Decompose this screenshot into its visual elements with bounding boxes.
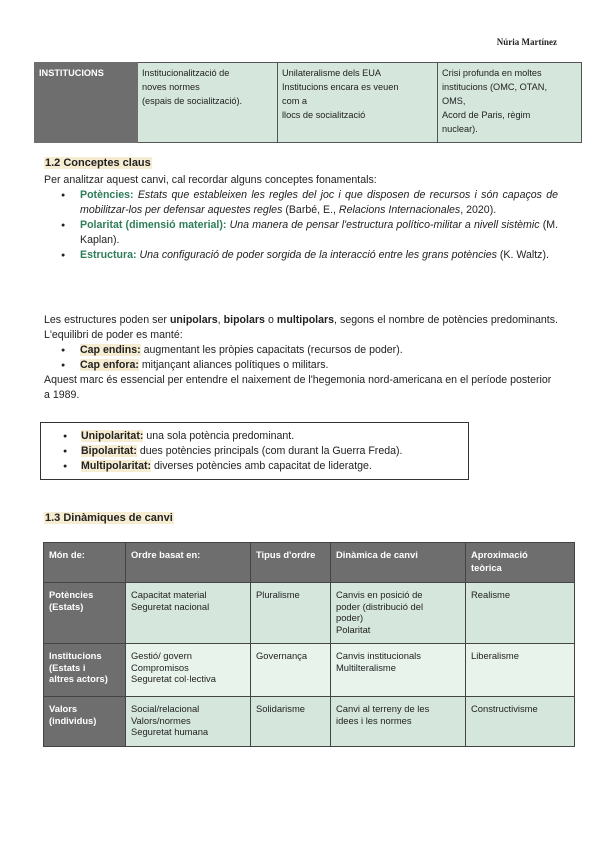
- list-item: ● Estructura: Una configuració de poder sorgida de la interacció entre les grans potències (K. Waltz).: [44, 248, 558, 263]
- list-item: ● Cap endins: augmentant les pròpies capacitats (recursos de poder).: [44, 343, 558, 358]
- table-cell: Canvi al terreny de les idees i les normes: [331, 697, 466, 747]
- table-row: [44, 644, 575, 697]
- table-cell: Solidarisme: [251, 697, 331, 747]
- list-item: ● Cap enfora: mitjançant aliances polítiques o militars.: [44, 358, 558, 373]
- table-row: [44, 697, 575, 747]
- table-cell: Realisme: [466, 583, 575, 644]
- list-item: ● Polaritat (dimensió material): Una manera de pensar l'estructura político-militar a nivell sistèmic (M. Kaplan).: [44, 218, 558, 248]
- table-row: [44, 583, 575, 644]
- table-cell: Gestió/ govern Compromisos Seguretat col·lectiva: [126, 644, 251, 697]
- closing-text: Aquest marc és essencial per entendre el naixement de l'hegemonia nord-americana en el període posterior a 1989.: [44, 374, 552, 401]
- intro-text: Per analitzar aquest canvi, cal recordar alguns conceptes fonamentals:: [44, 174, 377, 186]
- table-cell: Liberalisme: [466, 644, 575, 697]
- column-header: Aproximació teòrica: [466, 543, 575, 583]
- row-header: Institucions (Estats i altres actors): [44, 644, 126, 697]
- section-heading: 1.3 Dinàmiques de canvi: [45, 512, 173, 524]
- list-item: ● Multipolaritat: diverses potències amb capacitat de lideratge.: [41, 459, 468, 474]
- row-header: Potències (Estats): [44, 583, 126, 644]
- list-item: ● Potències: Estats que estableixen les regles del joc i que disposen de recursos i són capaços de mobilitzar-los per defensar aquestes regles (Barbé, E., Relacions Internacionales, 2020).: [44, 188, 558, 218]
- row-header: Valors (individus): [44, 697, 126, 747]
- structures-text: Les estructures poden ser unipolars, bipolars o multipolars, segons el nombre de potències predominants. L'equilibri de poder es manté:: [44, 314, 558, 341]
- column-header: Ordre basat en:: [126, 543, 251, 583]
- table-cell: Unilateralisme dels EUA Institucions encara es veuen com a llocs de socialització: [278, 63, 438, 143]
- row-label: INSTITUCIONS: [35, 63, 138, 143]
- polarity-list: [41, 429, 468, 474]
- balance-list: [44, 343, 558, 373]
- column-header: Món de:: [44, 543, 126, 583]
- author-name: Núria Martínez: [496, 37, 557, 47]
- table-header-row: [44, 543, 575, 583]
- institutions-table: [34, 62, 582, 143]
- table-cell: Institucionalització de noves normes (espais de socialització).: [138, 63, 278, 143]
- concepts-list: [44, 188, 558, 263]
- list-item: ● Bipolaritat: dues potències principals (com durant la Guerra Freda).: [41, 444, 468, 459]
- structures-block: [44, 313, 558, 403]
- list-item: ● Unipolaritat: una sola potència predominant.: [41, 429, 468, 444]
- table-cell: Crisi profunda en moltes institucions (OMC, OTAN, OMS, Acord de Paris, règim nuclear).: [438, 63, 582, 143]
- table-cell: Constructivisme: [466, 697, 575, 747]
- concepts-block: [44, 173, 558, 263]
- column-header: Dinàmica de canvi: [331, 543, 466, 583]
- table-cell: Canvis institucionals Multilteralisme: [331, 644, 466, 697]
- table-cell: Governança: [251, 644, 331, 697]
- column-header: Tipus d'ordre: [251, 543, 331, 583]
- polarity-box: [40, 422, 469, 480]
- dynamics-table: [43, 542, 575, 747]
- table-cell: Capacitat material Seguretat nacional: [126, 583, 251, 644]
- section-heading: 1.2 Conceptes claus: [45, 157, 151, 169]
- table-cell: Canvis en posició de poder (distribució del poder) Polaritat: [331, 583, 466, 644]
- table-cell: Pluralisme: [251, 583, 331, 644]
- table-row: [35, 63, 582, 143]
- table-cell: Social/relacional Valors/normes Seguretat humana: [126, 697, 251, 747]
